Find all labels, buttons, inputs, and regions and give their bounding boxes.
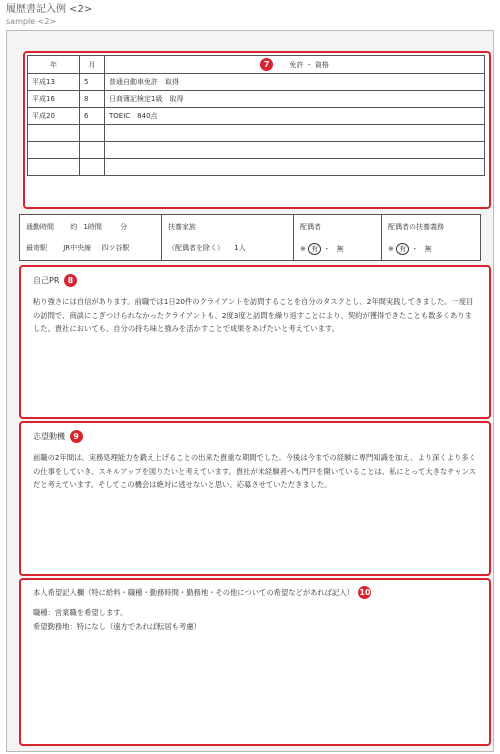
requests-label: 本人希望記入欄（特に給料・職種・勤務時間・勤務地・その他についての希望などがあれば記入）	[33, 588, 354, 597]
requests-line-1: 職種：営業職を希望します。	[33, 608, 128, 617]
dependents-cell	[162, 215, 294, 260]
motivation-label: 志望動機	[33, 432, 65, 441]
commute-label: 通勤時間	[26, 223, 54, 231]
spouse-yes-circled: 有	[308, 243, 321, 255]
commute-approx: 約	[70, 223, 78, 231]
requests-line-2: 希望勤務地：特になし（遠方であれば転居も考慮）	[33, 621, 201, 631]
station-label: 最寄駅	[26, 244, 47, 252]
content-cell: 普通自動車免許 取得	[105, 74, 485, 91]
spouse-dependency-label: 配偶者の扶養義務	[388, 223, 444, 231]
commute-line	[26, 222, 127, 232]
requests-heading	[33, 586, 371, 599]
month-header: 月	[80, 56, 105, 74]
dependents-line	[168, 243, 246, 253]
badge-8: 8	[64, 274, 77, 287]
content-cell	[105, 142, 485, 159]
page-subtitle: sample <2>	[6, 17, 57, 26]
self-pr-heading	[33, 274, 77, 287]
spouse-label: 配偶者	[300, 223, 321, 231]
month-cell	[80, 159, 105, 176]
month-cell: 6	[80, 108, 105, 125]
year-cell: 平成16	[28, 91, 80, 108]
spouse-cell	[294, 215, 382, 260]
content-cell: 日商簿記検定1級 取得	[105, 91, 485, 108]
spouse-dependency-cell	[382, 215, 482, 260]
resume-sample-frame	[6, 30, 494, 752]
requests-section	[19, 578, 491, 746]
commute-family-info	[19, 214, 481, 261]
month-cell: 5	[80, 74, 105, 91]
table-row	[28, 142, 485, 159]
spouse-dependency-choice	[388, 243, 432, 255]
self-pr-label: 自己PR	[33, 276, 60, 285]
spouse-no: 無	[336, 245, 344, 253]
spouse-choice	[300, 243, 344, 255]
content-cell	[105, 125, 485, 142]
table-row	[28, 108, 485, 125]
motivation-heading	[33, 430, 83, 443]
table-row	[28, 125, 485, 142]
year-header: 年	[28, 56, 80, 74]
badge-7: 7	[260, 58, 273, 71]
month-cell	[80, 125, 105, 142]
licenses-header-row	[28, 56, 485, 74]
content-header-label: 免許 ・ 資格	[289, 60, 329, 69]
spouse-dependency-yes-circled: 有	[396, 243, 409, 255]
motivation-section	[19, 421, 491, 576]
page-title: 履歴書記入例 <2>	[6, 4, 93, 15]
table-row	[28, 159, 485, 176]
badge-9: 9	[70, 430, 83, 443]
commute-minutes: 分	[120, 223, 128, 231]
station-line	[26, 243, 129, 253]
content-cell: TOEIC 840点	[105, 108, 485, 125]
year-cell	[28, 125, 80, 142]
table-row	[28, 91, 485, 108]
year-cell	[28, 142, 80, 159]
motivation-text: 前職の2年間は、実務処理能力を鍛え上げることの出来た貴重な期間でした。今後は今までの経験に専門知識を加え、より深くより多くの仕事をしていき、スキルアップを図りたいと考えています。貴社が未経験者へも門戸を開いていることは、私にとって大きなチャンスだと考えています。そしてこの機会は絶対に逃せないと思い、応募させていただきました。	[33, 453, 477, 489]
dependents-label: 扶養家族	[168, 223, 196, 231]
mark: ※	[388, 245, 394, 253]
station-name: 四ツ谷駅	[101, 244, 130, 252]
month-cell: 8	[80, 91, 105, 108]
year-cell: 平成20	[28, 108, 80, 125]
content-header	[105, 56, 485, 74]
year-cell: 平成13	[28, 74, 80, 91]
badge-10: 10	[359, 588, 371, 597]
month-cell	[80, 142, 105, 159]
station-line-name: JR中央線	[63, 244, 92, 252]
separator: ・	[323, 245, 331, 253]
dependents-note: （配偶者を除く）	[168, 244, 224, 252]
licenses-section	[23, 51, 491, 209]
spouse-dependency-no: 無	[424, 245, 432, 253]
page-header	[6, 3, 92, 27]
dependents-count: 1人	[234, 244, 246, 252]
commute-hours: 1時間	[83, 223, 102, 231]
licenses-table	[27, 55, 485, 176]
table-row	[28, 74, 485, 91]
self-pr-text: 粘り強さには自信があります。前職では1日20件のクライアントを訪問することを自分のタスクとし、2年間実践してきました。一度目の訪問で、商談にこぎつけられなかったクライアントも、2度3度と訪問を繰り返すことにより、契約が獲得できたことも数多くありました。貴社においても、自分の持ち味と強みを活かすことで成果をあげたいと考えています。	[33, 297, 474, 333]
self-pr-section	[19, 265, 491, 419]
commute-cell	[20, 215, 162, 260]
separator: ・	[411, 245, 419, 253]
year-cell	[28, 159, 80, 176]
content-cell	[105, 159, 485, 176]
mark: ※	[300, 245, 306, 253]
requests-text	[33, 606, 477, 633]
